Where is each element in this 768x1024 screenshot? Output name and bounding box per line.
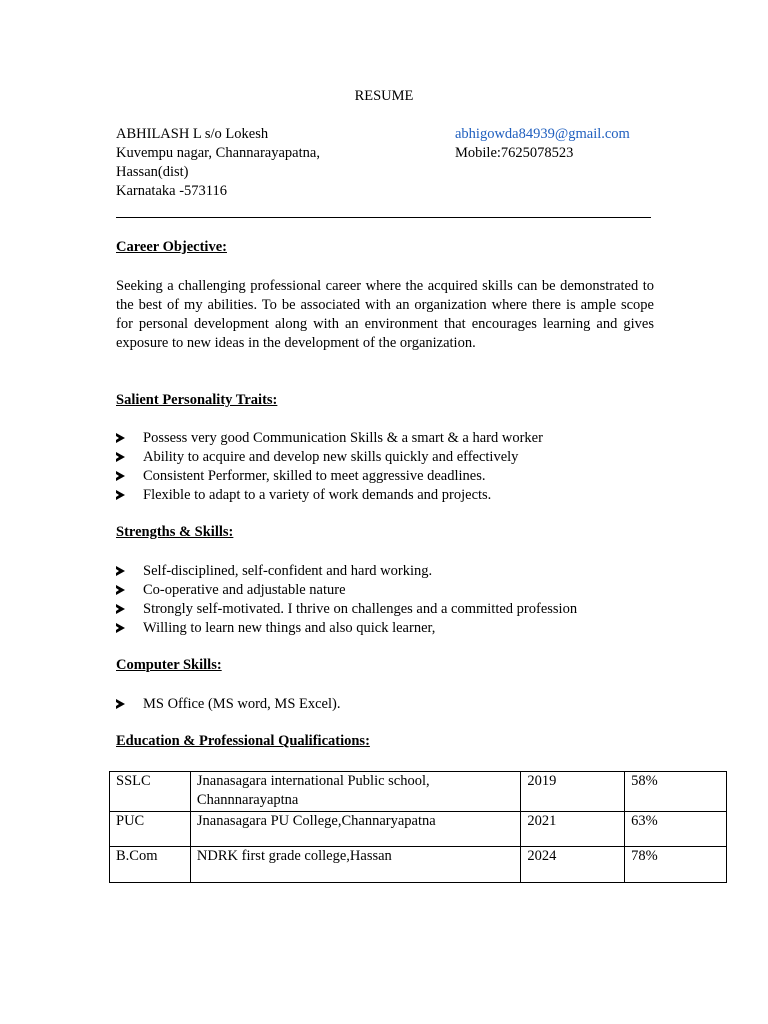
arrow-bullet-icon xyxy=(116,471,125,481)
arrow-bullet-icon xyxy=(116,699,125,709)
address-line: Kuvempu nagar, Channarayapatna, xyxy=(116,145,320,161)
table-row xyxy=(110,812,727,847)
career-objective-text: Seeking a challenging professional career where the acquired skills can be demonstrated to the best of my abilities. To be associated with an organization where there is ample scope for personal development along with an environment that encourages learning and gives exposure to new ideas in the development of the organization. xyxy=(116,278,654,351)
education-heading: Education & Professional Qualifications: xyxy=(116,733,370,749)
list-item: Co-operative and adjustable nature xyxy=(116,581,577,600)
computer-skills-list xyxy=(116,695,340,714)
percentage-cell: 63% xyxy=(625,812,727,847)
arrow-bullet-icon xyxy=(116,452,125,462)
traits-list xyxy=(116,429,543,505)
year-cell: 2021 xyxy=(521,812,625,847)
career-objective-heading: Career Objective: xyxy=(116,239,227,255)
address-line: Karnataka -573116 xyxy=(116,183,227,199)
traits-heading: Salient Personality Traits: xyxy=(116,392,278,408)
year-cell: 2024 xyxy=(521,847,625,883)
list-item: Flexible to adapt to a variety of work demands and projects. xyxy=(116,486,543,505)
arrow-bullet-icon xyxy=(116,623,125,633)
candidate-name: ABHILASH L s/o Lokesh xyxy=(116,126,269,142)
level-cell: B.Com xyxy=(110,847,191,883)
page-title: RESUME xyxy=(354,88,414,104)
contact-info-block xyxy=(455,125,630,163)
arrow-bullet-icon xyxy=(116,490,125,500)
table-row xyxy=(110,847,727,883)
table-row xyxy=(110,772,727,812)
percentage-cell: 58% xyxy=(625,772,727,812)
computer-skills-heading: Computer Skills: xyxy=(116,657,222,673)
year-cell: 2019 xyxy=(521,772,625,812)
strengths-heading: Strengths & Skills: xyxy=(116,524,234,540)
list-item: Possess very good Communication Skills & a smart & a hard worker xyxy=(116,429,543,448)
level-cell: PUC xyxy=(110,812,191,847)
arrow-bullet-icon xyxy=(116,566,125,576)
institution-cell: NDRK first grade college,Hassan xyxy=(190,847,520,883)
list-item: Willing to learn new things and also quick learner, xyxy=(116,619,577,638)
header-divider xyxy=(116,217,651,218)
percentage-cell: 78% xyxy=(625,847,727,883)
education-table xyxy=(109,771,727,883)
arrow-bullet-icon xyxy=(116,585,125,595)
email-link[interactable]: abhigowda84939@gmail.com xyxy=(455,126,630,142)
list-item: Self-disciplined, self-confident and hard working. xyxy=(116,562,577,581)
contact-address-block xyxy=(116,125,320,201)
institution-cell: Jnanasagara international Public school, Channnarayaptna xyxy=(190,772,520,812)
list-item: Consistent Performer, skilled to meet aggressive deadlines. xyxy=(116,467,543,486)
arrow-bullet-icon xyxy=(116,604,125,614)
mobile-number: Mobile:7625078523 xyxy=(455,145,574,161)
strengths-list xyxy=(116,562,577,638)
level-cell: SSLC xyxy=(110,772,191,812)
address-line: Hassan(dist) xyxy=(116,164,189,180)
list-item: Strongly self-motivated. I thrive on challenges and a committed profession xyxy=(116,600,577,619)
list-item: Ability to acquire and develop new skills quickly and effectively xyxy=(116,448,543,467)
institution-cell: Jnanasagara PU College,Channaryapatna xyxy=(190,812,520,847)
arrow-bullet-icon xyxy=(116,433,125,443)
list-item: MS Office (MS word, MS Excel). xyxy=(116,695,340,714)
